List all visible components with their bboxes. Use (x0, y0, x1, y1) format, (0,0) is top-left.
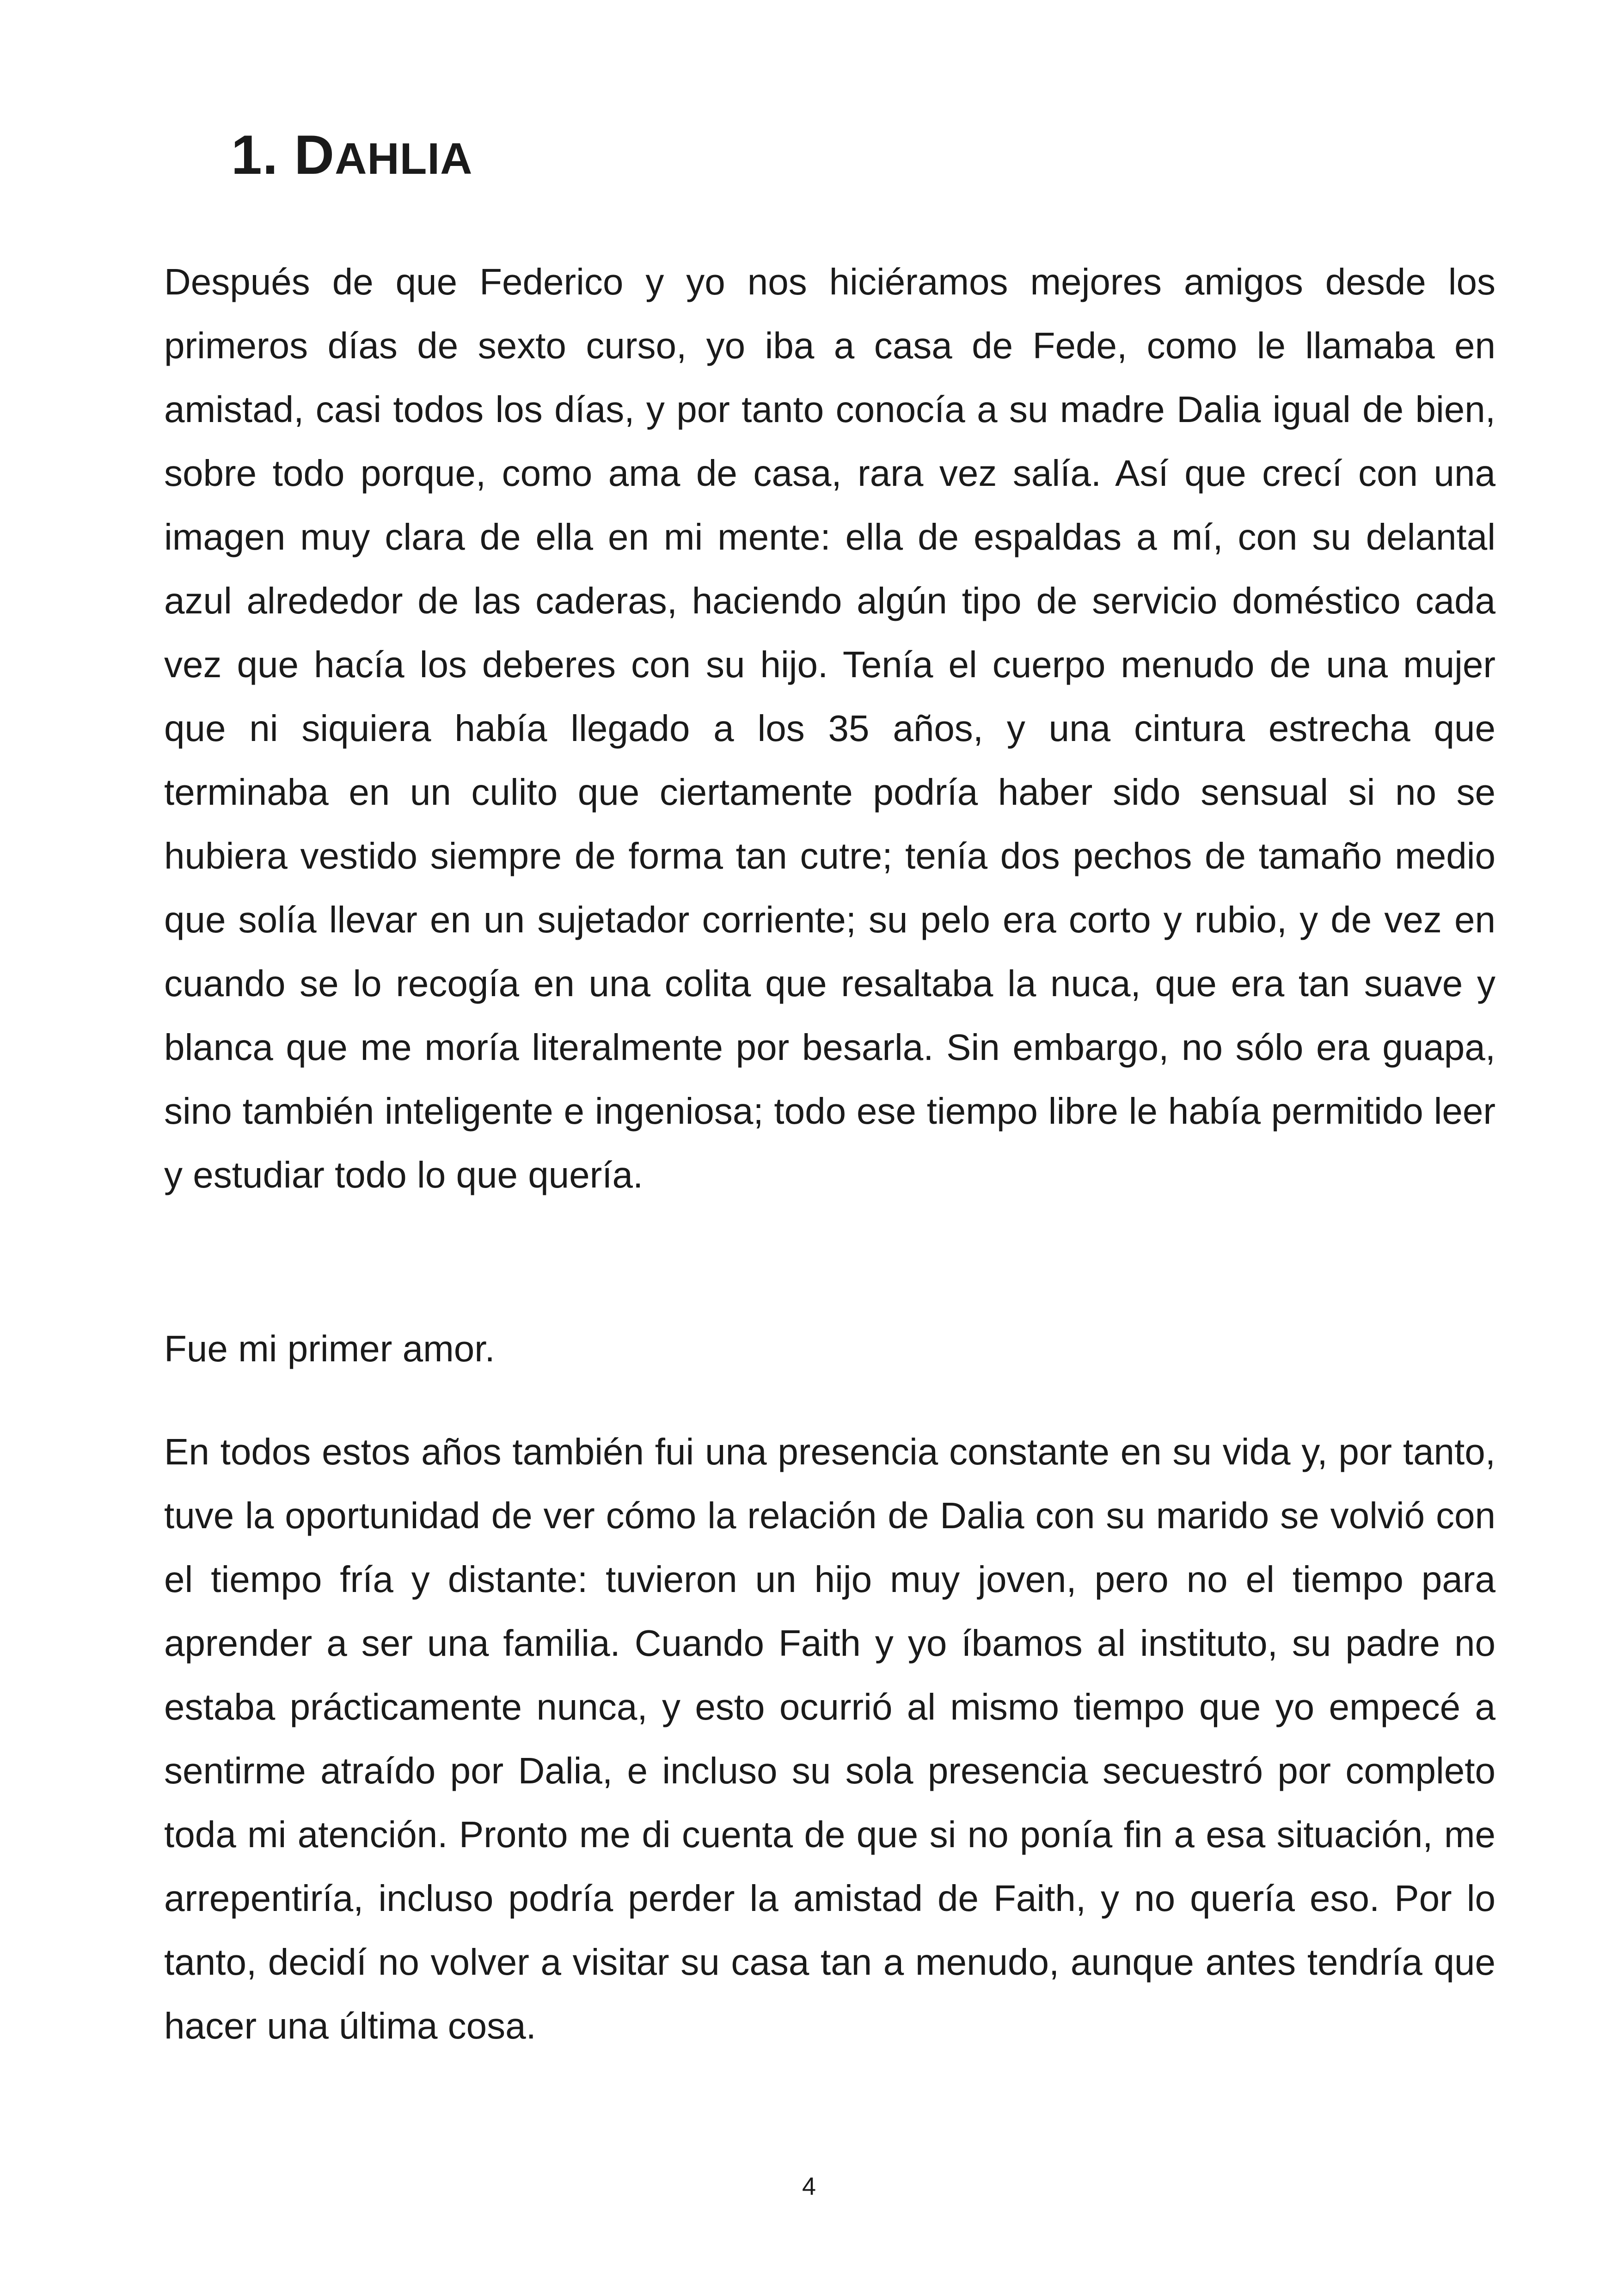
paragraph-2: Fue mi primer amor. (164, 1328, 495, 1369)
page-number: 4 (802, 2173, 816, 2200)
paragraph-1: Después de que Federico y yo nos hiciéramos mejores amigos desde los primeros días de sexto curso, yo iba a casa de Fede, como le llamaba en amistad, casi todos los días, y por tanto conocía a su madre Dalia igual de bien, sobre todo porque, como ama de casa, rara vez salía. Así que crecí con una imagen muy clara de ella en mi mente: ella de espaldas a mí, con su delantal azul alrededor de las caderas, haciendo algún tipo de servicio doméstico cada vez que hacía los deberes con su hijo. Tenía el cuerpo menudo de una mujer que ni siquiera había llegado a los 35 años, y una cintura estrecha que terminaba en un culito que ciertamente podría haber sido sensual si no se hubiera vestido siempre de forma tan cutre; tenía dos pechos de tamaño medio que solía llevar en un sujetador corriente; su pelo era corto y rubio, y de vez en cuando se lo recogía en una colita que resaltaba la nuca, que era tan suave y blanca que me moría literalmente por besarla. Sin embargo, no sólo era guapa, sino también inteligente e ingeniosa; todo ese tiempo libre le había permitido leer y estudiar todo lo que quería. (164, 261, 1495, 1195)
paragraph-3: En todos estos años también fui una presencia constante en su vida y, por tanto, tuve la oportunidad de ver cómo la relación de Dalia con su marido se volvió con el tiempo fría y distante: tuvieron un hijo muy joven, pero no el tiempo para aprender a ser una familia. Cuando Faith y yo íbamos al instituto, su padre no estaba prácticamente nunca, y esto ocurrió al mismo tiempo que yo empecé a sentirme atraído por Dalia, e incluso su sola presencia secuestró por completo toda mi atención. Pronto me di cuenta de que si no ponía fin a esa situación, me arrepentiría, incluso podría perder la amistad de Faith, y no quería eso. Por lo tanto, decidí no volver a visitar su casa tan a menudo, aunque antes tendría que hacer una última cosa. (164, 1431, 1495, 2046)
chapter-title (231, 118, 472, 196)
chapter-title-rest: AHLIA (335, 134, 473, 184)
chapter-title-initial: D (294, 124, 335, 186)
chapter-number: 1. (231, 124, 279, 186)
